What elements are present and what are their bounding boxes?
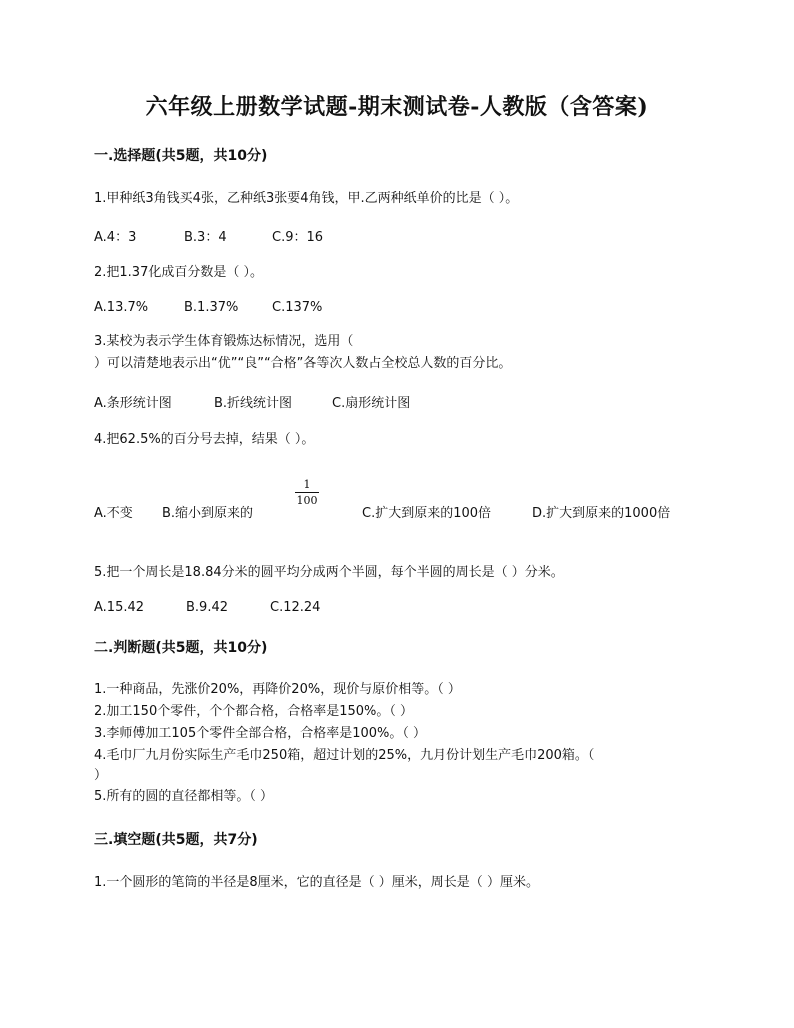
option-c: C.扇形统计图	[332, 396, 411, 411]
question-5-text: 5.把一个周长是18.84分米的圆平均分成两个半圆，每个半圆的周长是（ ）分米。	[94, 565, 564, 580]
fill-question-1: 1.一个圆形的笔筒的半径是8厘米，它的直径是（ ）厘米，周长是（ ）厘米。	[94, 875, 539, 890]
question-3-line-2: ）可以清楚地表示出“优”“良”“合格”各等次人数占全校总人数的百分比。	[94, 356, 512, 371]
document-title: 六年级上册数学试题-期末测试卷-人教版（含答案)	[145, 94, 649, 120]
question-2-text: 2.把1.37化成百分数是（ ）。	[94, 265, 263, 280]
option-a: A.13.7%	[94, 300, 149, 315]
option-c: C.12.24	[270, 600, 321, 615]
section-heading-true-false: 二.判断题(共5题，共10分)	[94, 640, 268, 656]
question-1-text: 1.甲种纸3角钱买4张，乙种纸3张要4角钱，甲.乙两种纸单价的比是（ ）。	[94, 191, 519, 206]
question-5-options	[94, 599, 320, 617]
option-b: B.1.37%	[184, 300, 239, 315]
option-b: B.缩小到原来的	[162, 506, 254, 521]
section-heading-fill-blank: 三.填空题(共5题，共7分)	[94, 832, 258, 848]
judge-item-3: 3.李师傅加工105个零件全部合格，合格率是100%。（ ）	[94, 726, 427, 741]
option-b: B.折线统计图	[214, 396, 293, 411]
question-3-options	[94, 395, 410, 413]
question-2-options	[94, 299, 322, 317]
option-b: B.9.42	[186, 600, 228, 615]
option-a: A.4：3	[94, 230, 137, 245]
question-4-text: 4.把62.5%的百分号去掉，结果（ ）。	[94, 432, 315, 447]
option-d: D.扩大到原来的1000倍	[532, 506, 671, 521]
option-a: A.条形统计图	[94, 396, 172, 411]
judge-item-4-continued: ）	[94, 768, 108, 783]
judge-item-5: 5.所有的圆的直径都相等。（ ）	[94, 789, 274, 804]
option-c: C.137%	[272, 300, 323, 315]
fraction-denominator: 100	[296, 494, 318, 507]
judge-item-1: 1.一种商品，先涨价20%，再降价20%，现价与原价相等。（ ）	[94, 682, 461, 697]
judge-item-2: 2.加工150个零件，个个都合格，合格率是150%。（ ）	[94, 704, 414, 719]
option-a: A.15.42	[94, 600, 145, 615]
fraction-numerator: 1	[303, 478, 311, 491]
question-4-options	[94, 505, 670, 523]
option-b: B.3：4	[184, 230, 227, 245]
section-heading-choice: 一.选择题(共5题，共10分)	[94, 148, 268, 164]
option-c: C.扩大到原来的100倍	[362, 506, 492, 521]
option-c: C.9：16	[272, 230, 324, 245]
judge-item-4: 4.毛巾厂九月份实际生产毛巾250箱，超过计划的25%，九月份计划生产毛巾200箱。（	[94, 748, 595, 763]
option-a: A.不变	[94, 506, 133, 521]
question-3-line-1: 3.某校为表示学生体育锻炼达标情况，选用（	[94, 334, 354, 349]
fraction-one-hundredth	[294, 478, 320, 507]
question-1-options	[94, 229, 323, 247]
